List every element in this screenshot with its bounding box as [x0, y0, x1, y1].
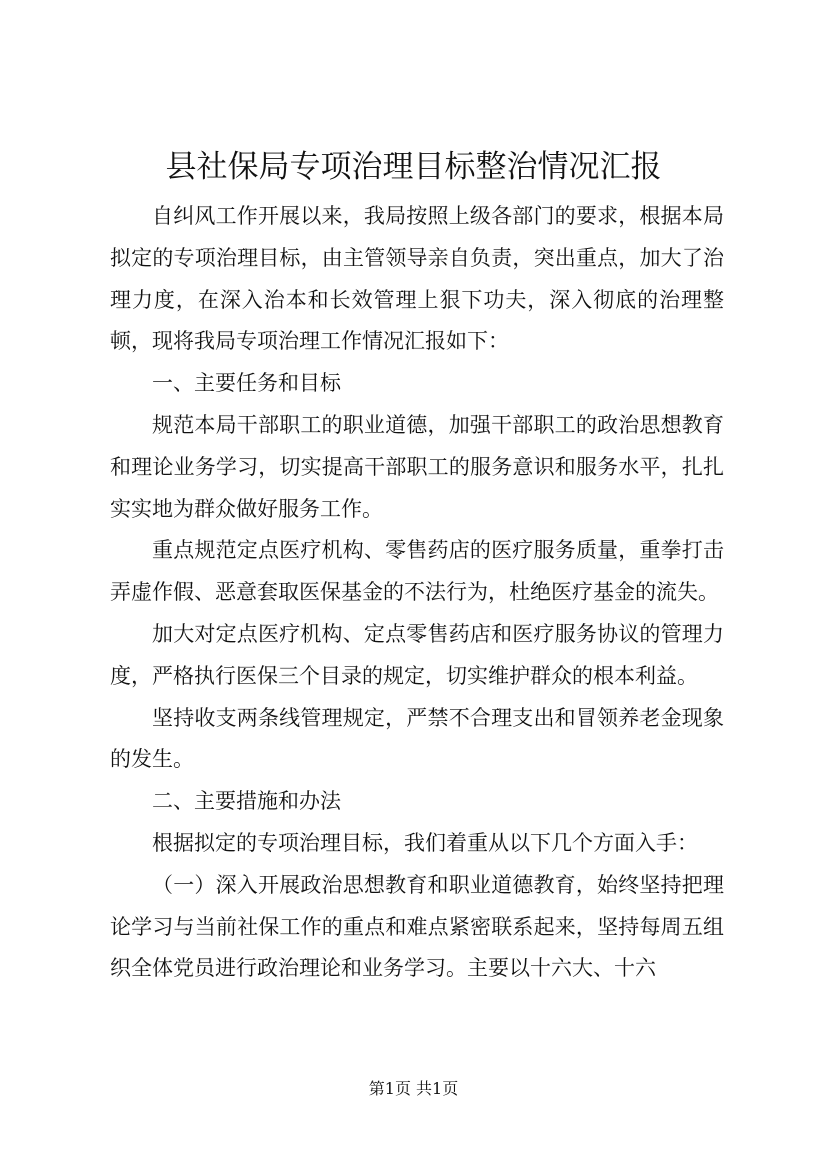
paragraph-task-1: 规范本局干部职工的职业道德，加强干部职工的政治思想教育和理论业务学习，切实提高干部职工的服务意识和服务水平，扎扎实实地为群众做好服务工作。 — [110, 412, 724, 521]
paragraph-task-4: 坚持收支两条线管理规定，严禁不合理支出和冒领养老金现象的发生。 — [110, 705, 724, 772]
section-heading-2: 二、主要措施和办法 — [152, 789, 341, 814]
section-heading-1: 一、主要任务和目标 — [152, 371, 341, 396]
page-footer: 第1页 共1页 — [368, 1079, 459, 1098]
document-body — [110, 196, 724, 990]
paragraph-intro: 自纠风工作开展以来，我局按照上级各部门的要求，根据本局拟定的专项治理目标，由主管领导亲自负责，突出重点，加大了治理力度，在深入治本和长效管理上狠下功夫，深入彻底的治理整顿，现将我局专项治理工作情况汇报如下： — [110, 204, 724, 354]
document-title: 县社保局专项治理目标整治情况汇报 — [165, 149, 662, 185]
paragraph-measures-intro: 根据拟定的专项治理目标，我们着重从以下几个方面入手： — [152, 830, 698, 855]
paragraph-measure-1: （一）深入开展政治思想教育和职业道德教育，始终坚持把理论学习与当前社保工作的重点和难点紧密联系起来，坚持每周五组织全体党员进行政治理论和业务学习。主要以十六大、十六 — [110, 872, 724, 981]
paragraph-task-2: 重点规范定点医疗机构、零售药店的医疗服务质量，重拳打击弄虚作假、恶意套取医保基金的不法行为，杜绝医疗基金的流失。 — [110, 538, 724, 605]
paragraph-task-3: 加大对定点医疗机构、定点零售药店和医疗服务协议的管理力度，严格执行医保三个目录的规定，切实维护群众的根本利益。 — [110, 621, 724, 688]
